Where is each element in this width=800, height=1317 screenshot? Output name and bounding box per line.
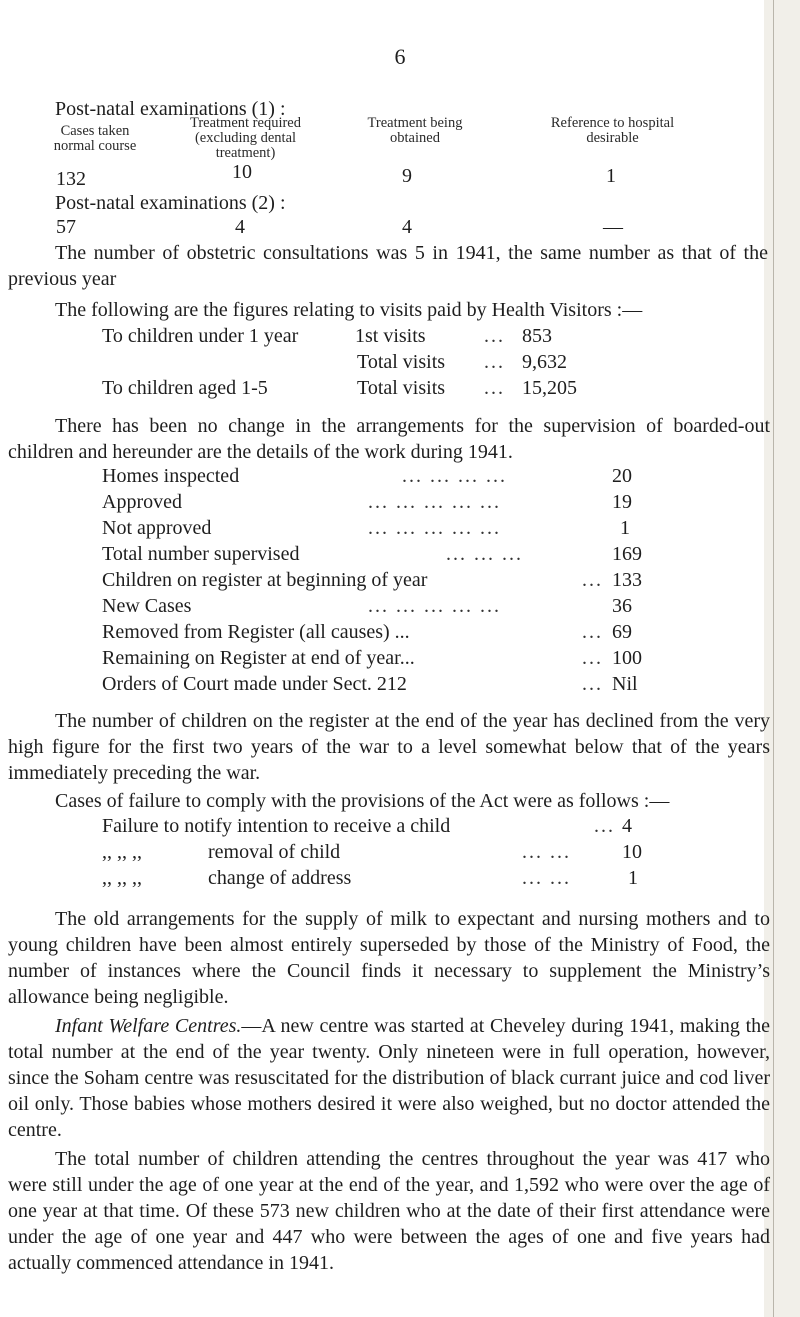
row-dots: ... ... ... ... — [402, 465, 507, 487]
row-label: Remaining on Register at end of year... — [102, 647, 415, 669]
failure-row — [102, 815, 722, 841]
infant-heading: Infant Welfare Centres. — [55, 1015, 242, 1037]
total-paragraph — [8, 1146, 770, 1276]
declined-text: The number of children on the register at the end of the year has declined from the very high figure for the first two years of the war to a level somewhat below that of the years immediately preceding the war. — [8, 710, 770, 784]
row-dots: ... — [582, 569, 603, 591]
failure-label: Failure to notify intention to receive a child — [102, 815, 451, 837]
milk-paragraph — [8, 906, 770, 1010]
row-label: Orders of Court made under Sect. 212 — [102, 673, 407, 695]
page-edge-line — [773, 0, 774, 1317]
hv-row-2 — [102, 351, 622, 377]
row-value: 69 — [612, 621, 632, 643]
col-cases-taken: Cases taken normal course — [53, 123, 137, 154]
boarded-paragraph — [8, 413, 770, 465]
infant-text: —A new centre was started at Cheveley during 1941, making the total number at the end of the year twenty. Only nineteen were in full operation, however, since the Soham centre was resuscitated for the distribution of black currant juice and cod liver oil only. Those babies whose mothers desired it were also weighed, but no doctor attended the centre. — [8, 1015, 770, 1141]
page-number: 6 — [394, 44, 406, 69]
row-label: Children on register at beginning of year — [102, 569, 428, 591]
row-dots: ... ... ... ... ... — [368, 517, 501, 539]
failure-dots: ... ... — [522, 867, 571, 889]
row1-treatment-required: 10 — [232, 161, 252, 183]
hv-dots: ... — [484, 351, 505, 373]
failure-row — [102, 867, 722, 893]
obstetric-paragraph — [8, 240, 768, 292]
health-visitors-intro-block — [8, 297, 768, 323]
milk-text: The old arrangements for the supply of milk to expectant and nursing mothers and to young children have been almost entirely superseded by those of the Ministry of Food, the number of instances where the Council finds it necessary to supplement the Ministry’s allowance being negligible. — [8, 908, 770, 1008]
row-value: 19 — [612, 491, 632, 513]
row-label: Homes inspected — [102, 465, 240, 487]
row-dots: ... — [582, 621, 603, 643]
failure-value: 10 — [622, 841, 642, 863]
hv-group: To children aged 1-5 — [102, 377, 268, 399]
row-dots: ... — [582, 647, 603, 669]
row1-treatment-obtained: 9 — [402, 165, 412, 187]
table-row — [102, 543, 662, 569]
health-visitors-intro: The following are the figures relating to visits paid by Health Visitors :— — [55, 299, 643, 321]
row-value: 169 — [612, 543, 642, 565]
row-value: Nil — [612, 673, 638, 695]
hv-row-1 — [102, 325, 622, 351]
row-value: 36 — [612, 595, 632, 617]
failure-value: 4 — [622, 815, 632, 837]
table-row — [102, 647, 662, 673]
row-value: 1 — [620, 517, 630, 539]
failure-row — [102, 841, 722, 867]
failure-ditto: ,, ,, ,, — [102, 867, 142, 889]
row1-reference: 1 — [606, 165, 616, 187]
failure-dots: ... ... — [522, 841, 571, 863]
failure-label: removal of child — [208, 841, 341, 863]
table-row — [102, 465, 662, 491]
table-row — [102, 517, 662, 543]
col-treatment-obtained: Treatment being obtained — [367, 115, 463, 146]
row-label: Removed from Register (all causes) ... — [102, 621, 410, 643]
row2-treatment-obtained: 4 — [402, 216, 412, 238]
hv-label: 1st visits — [355, 325, 426, 347]
hv-dots: ... — [484, 325, 505, 347]
failure-intro: Cases of failure to comply with the provisions of the Act were as follows :— — [55, 790, 670, 812]
failure-ditto: ,, ,, ,, — [102, 841, 142, 863]
row-value: 20 — [612, 465, 632, 487]
row-label: Not approved — [102, 517, 212, 539]
postnatal-heading-1: Post-natal examinations (1) : — [55, 98, 286, 120]
obstetric-text: The number of obstetric consultations was 5 in 1941, the same number as that of the previous year — [8, 242, 768, 290]
table-row — [102, 491, 662, 517]
row-dots: ... ... ... ... ... — [368, 491, 501, 513]
row-label: Total number supervised — [102, 543, 300, 565]
boarded-table — [102, 465, 662, 699]
hv-group: To children under 1 year — [102, 325, 299, 347]
table-row — [102, 673, 662, 699]
row-label: Approved — [102, 491, 182, 513]
row1-cases: 132 — [56, 168, 86, 190]
table-row — [102, 595, 662, 621]
row2-treatment-required: 4 — [235, 216, 245, 238]
hv-label: Total visits — [357, 351, 446, 373]
col-reference-hospital: Reference to hospital desirable — [550, 115, 675, 146]
hv-value: 9,632 — [522, 351, 567, 373]
failure-dots: ... — [594, 815, 615, 837]
row-dots: ... — [582, 673, 603, 695]
table-row — [102, 569, 662, 595]
row-dots: ... ... ... — [446, 543, 523, 565]
row2-cases: 57 — [56, 216, 76, 238]
total-text: The total number of children attending the centres throughout the year was 417 who were still under the age of one year at the end of the year, and 1,592 who were over the age of one year at that time. Of these 573 new children who at the date of their first attendance were under the age of one year and 447 who were between the ages of one and five years had actually commenced attendance in 1941. — [8, 1148, 770, 1274]
failure-value: 1 — [628, 867, 638, 889]
row-value: 133 — [612, 569, 642, 591]
hv-label: Total visits — [357, 377, 446, 399]
row-dots: ... ... ... ... ... — [368, 595, 501, 617]
infant-paragraph — [8, 1013, 770, 1143]
failure-label: change of address — [208, 867, 352, 889]
row2-reference: — — [603, 216, 623, 238]
row-value: 100 — [612, 647, 642, 669]
postnatal-heading-2: Post-natal examinations (2) : — [55, 192, 286, 214]
boarded-text: There has been no change in the arrangements for the supervision of boarded-out children and hereunder are the details of the work during 1941. — [8, 415, 770, 463]
col-treatment-required: Treatment required (excluding dental treatment) — [189, 115, 301, 161]
declined-paragraph — [8, 708, 770, 786]
hv-value: 15,205 — [522, 377, 577, 399]
failure-intro-block — [8, 788, 770, 814]
hv-value: 853 — [522, 325, 552, 347]
hv-dots: ... — [484, 377, 505, 399]
hv-row-3 — [102, 377, 622, 403]
row-label: New Cases — [102, 595, 192, 617]
table-row — [102, 621, 662, 647]
